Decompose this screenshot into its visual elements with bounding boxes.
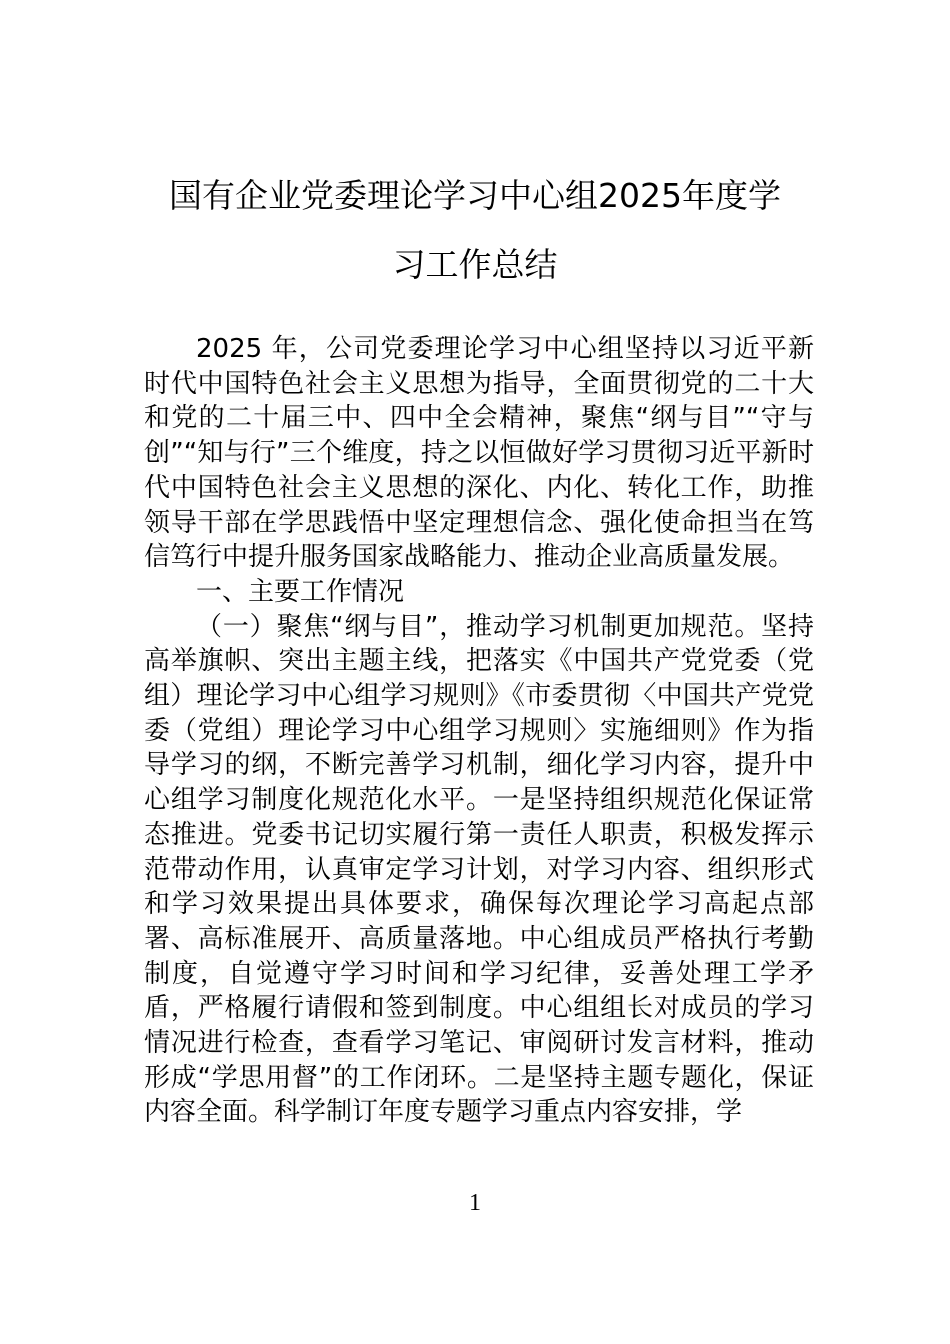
document-title-line-2: 习工作总结: [392, 245, 558, 284]
intro-paragraph: 2025 年，公司党委理论学习中心组坚持以习近平新时代中国特色社会主义思想为指导，全面贯彻党的二十大和党的二十届三中、四中全会精神，聚焦“纲与目”“守与创”“知与行”三个维度，持之以恒做好学习贯彻习近平新时代中国特色社会主义思想的深化、内化、转化工作，助推领导干部在学思践悟中坚定理想信念、强化使命担当在笃信笃行中提升服务国家战略能力、推动企业高质量发展。: [144, 334, 814, 573]
document-body: [144, 332, 814, 1130]
document-title-line-1: 国有企业党委理论学习中心组2025年度学: [169, 176, 781, 215]
page-number: 1: [469, 1190, 481, 1216]
subsection-paragraph: （一）聚焦“纲与目”，推动学习机制更加规范。坚持高举旗帜、突出主题主线，把落实《中国共产党党委（党组）理论学习中心组学习规则》《市委贯彻〈中国共产党党委（党组）理论学习中心组学习规则〉实施细则》作为指导学习的纲，不断完善学习机制，细化学习内容，提升中心组学习制度化规范化水平。一是坚持组织规范化保证常态推进。党委书记切实履行第一责任人职责，积极发挥示范带动作用，认真审定学习计划，对学习内容、组织形式和学习效果提出具体要求，确保每次理论学习高起点部署、高标准展开、高质量落地。中心组成员严格执行考勤制度，自觉遵守学习时间和学习纪律，妥善处理工学矛盾，严格履行请假和签到制度。中心组组长对成员的学习情况进行检查，查看学习笔记、审阅研讨发言材料，推动形成“学思用督”的工作闭环。二是坚持主题专题化，保证内容全面。科学制订年度专题学习重点内容安排，学: [144, 611, 814, 1128]
section-heading: 一、主要工作情况: [196, 576, 405, 607]
